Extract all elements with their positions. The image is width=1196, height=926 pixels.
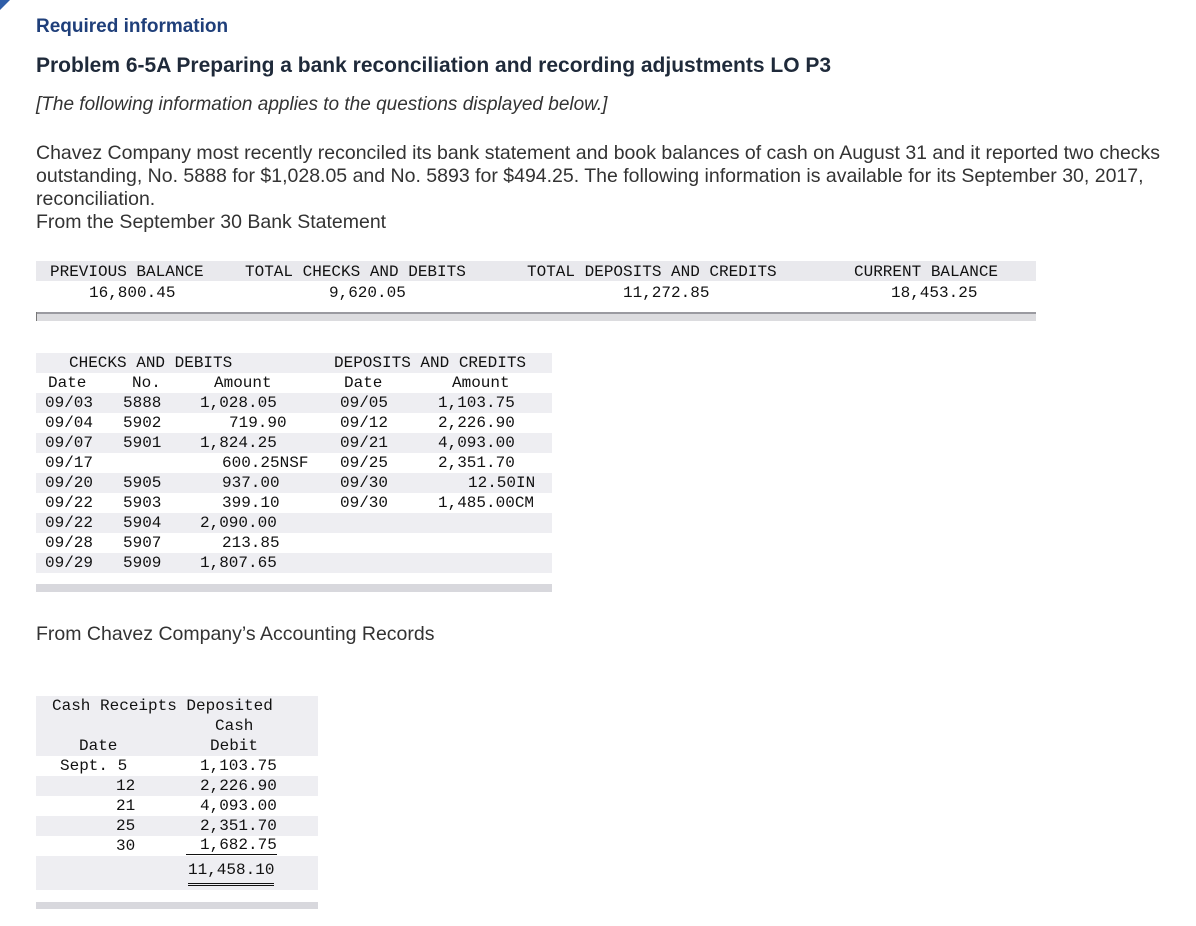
receipt-amount: 1,103.75 bbox=[200, 757, 277, 775]
check-amount: 1,807.65 bbox=[200, 554, 277, 572]
receipts-bottom-bar bbox=[36, 902, 318, 909]
check-number: 5905 bbox=[123, 474, 162, 492]
checks-col-amount: Amount bbox=[214, 374, 272, 392]
summary-value-total-checks: 9,620.05 bbox=[329, 284, 406, 302]
check-date: 09/28 bbox=[45, 534, 94, 552]
check-amount: 1,028.05 bbox=[200, 394, 277, 412]
summary-value-current-balance: 18,453.25 bbox=[891, 284, 978, 302]
applies-note: [The following information applies to the questions displayed below.] bbox=[36, 94, 608, 115]
check-date: 09/20 bbox=[45, 474, 94, 492]
summary-value-previous-balance: 16,800.45 bbox=[89, 284, 176, 302]
receipt-date: 30 bbox=[116, 837, 136, 855]
check-date: 09/17 bbox=[45, 454, 94, 472]
receipt-date: 12 bbox=[116, 777, 136, 795]
detail-band bbox=[36, 553, 552, 573]
check-date: 09/04 bbox=[45, 414, 94, 432]
check-amount: 600.25NSF bbox=[222, 454, 309, 472]
check-number: 5903 bbox=[123, 494, 162, 512]
check-date: 09/22 bbox=[45, 514, 94, 532]
summary-header-total-checks: TOTAL CHECKS AND DEBITS bbox=[245, 263, 466, 281]
check-number: 5902 bbox=[123, 414, 162, 432]
deposit-date: 09/30 bbox=[340, 494, 389, 512]
check-number: 5901 bbox=[123, 434, 162, 452]
check-amount: 937.00 bbox=[222, 474, 280, 492]
check-amount: 399.10 bbox=[222, 494, 280, 512]
problem-description bbox=[36, 142, 1166, 234]
deposit-date: 09/05 bbox=[340, 394, 389, 412]
summary-header-current-balance: CURRENT BALANCE bbox=[854, 263, 999, 281]
check-number: 5904 bbox=[123, 514, 162, 532]
corner-marker bbox=[0, 0, 10, 10]
deposit-amount: 12.50IN bbox=[468, 474, 536, 492]
summary-value-total-deposits: 11,272.85 bbox=[623, 284, 710, 302]
check-amount: 1,824.25 bbox=[200, 434, 277, 452]
receipt-amount: 2,226.90 bbox=[200, 777, 277, 795]
deposit-date: 09/30 bbox=[340, 474, 389, 492]
check-number: 5909 bbox=[123, 554, 162, 572]
receipts-title: Cash Receipts Deposited bbox=[52, 697, 273, 715]
receipts-band bbox=[36, 856, 318, 890]
receipt-date: 25 bbox=[116, 817, 136, 835]
bank-summary-table bbox=[36, 261, 1036, 321]
check-number: 5907 bbox=[123, 534, 162, 552]
deposit-amount: 1,103.75 bbox=[438, 394, 515, 412]
check-amount: 213.85 bbox=[222, 534, 280, 552]
summary-bar-tick bbox=[36, 312, 37, 321]
receipt-amount: 1,682.75 bbox=[186, 836, 277, 855]
summary-header-previous-balance: PREVIOUS BALANCE bbox=[50, 263, 204, 281]
receipts-col-debit: Debit bbox=[210, 737, 259, 755]
check-number: 5888 bbox=[123, 394, 162, 412]
summary-bottom-bar bbox=[36, 312, 1036, 321]
check-amount: 2,090.00 bbox=[200, 514, 277, 532]
receipt-amount: 2,351.70 bbox=[200, 817, 277, 835]
summary-header-total-deposits: TOTAL DEPOSITS AND CREDITS bbox=[527, 263, 777, 281]
check-date: 09/22 bbox=[45, 494, 94, 512]
bank-statement-detail bbox=[36, 353, 552, 593]
detail-band bbox=[36, 513, 552, 533]
check-date: 09/07 bbox=[45, 434, 94, 452]
cash-receipts-table bbox=[36, 696, 318, 912]
deposit-amount: 2,351.70 bbox=[438, 454, 515, 472]
deposit-amount: 1,485.00CM bbox=[438, 494, 535, 512]
checks-col-date: Date bbox=[48, 374, 87, 392]
deposits-credits-title: DEPOSITS AND CREDITS bbox=[334, 354, 527, 372]
deposits-col-date: Date bbox=[344, 374, 383, 392]
deposit-amount: 2,226.90 bbox=[438, 414, 515, 432]
problem-title: Problem 6-5A Preparing a bank reconciliation and recording adjustments LO P3 bbox=[36, 54, 832, 77]
receipt-date: 21 bbox=[116, 797, 136, 815]
receipt-date: Sept. 5 bbox=[60, 757, 128, 775]
bank-statement-label: From the September 30 Bank Statement bbox=[36, 211, 387, 233]
check-date: 09/03 bbox=[45, 394, 94, 412]
detail-bottom-bar bbox=[36, 584, 552, 592]
checks-debits-title: CHECKS AND DEBITS bbox=[69, 354, 233, 372]
check-amount: 719.90 bbox=[229, 414, 287, 432]
intro-paragraph: Chavez Company most recently reconciled its bank statement and book balances of cash on August 31 and it reported two checks outstanding, No. 5888 for $1,028.05 and No. 5893 for $494.25. The following information is available for its September 30, 2017, reconciliation. bbox=[36, 142, 1161, 210]
receipts-col-cash: Cash bbox=[215, 717, 254, 735]
accounting-records-heading: From Chavez Company’s Accounting Records bbox=[36, 623, 435, 645]
required-info-heading: Required information bbox=[36, 16, 229, 37]
receipts-col-date: Date bbox=[79, 737, 118, 755]
deposits-col-amount: Amount bbox=[452, 374, 510, 392]
deposit-amount: 4,093.00 bbox=[438, 434, 515, 452]
deposit-date: 09/25 bbox=[340, 454, 389, 472]
deposit-date: 09/12 bbox=[340, 414, 389, 432]
checks-col-no: No. bbox=[132, 374, 161, 392]
check-date: 09/29 bbox=[45, 554, 94, 572]
receipts-total: 11,458.10 bbox=[188, 860, 274, 886]
deposit-date: 09/21 bbox=[340, 434, 389, 452]
receipt-amount: 4,093.00 bbox=[200, 797, 277, 815]
